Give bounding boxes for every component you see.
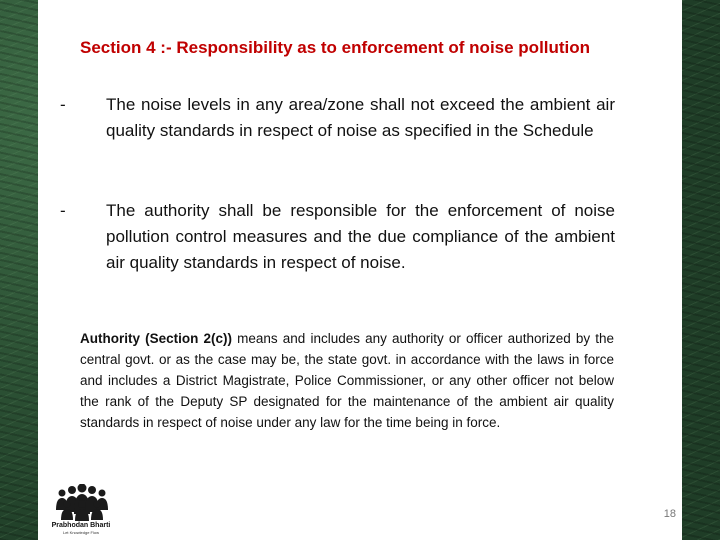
organization-logo [50, 484, 112, 538]
logo-name: Prabhodan Bharti [51, 522, 111, 529]
slide-content [38, 0, 682, 540]
authority-definition [80, 328, 614, 433]
slide-heading: Section 4 :- Responsibility as to enforcement of noise pollution [80, 38, 591, 57]
bullet-text: The authority shall be responsible for the enforcement of noise pollution control measures and the due compliance of the ambient air quality standards in respect of noise. [106, 201, 615, 272]
people-group-icon [50, 484, 112, 522]
page-number: 18 [663, 508, 676, 520]
bullet-dash: - [60, 95, 66, 114]
definition-term: Authority (Section 2(c)) [80, 331, 233, 346]
bullet-dash: - [60, 201, 66, 220]
logo-tagline: Let Knowledge Flow [62, 530, 100, 535]
bullet-item [60, 92, 615, 144]
bullet-item [60, 198, 615, 276]
bullet-text: The noise levels in any area/zone shall not exceed the ambient air quality standards in respect of noise as specified in the Schedule [106, 95, 615, 140]
definition-text: means and includes any authority or officer authorized by the central govt. or as the case may be, the state govt. in accordance with the laws in force and includes a District Magistrate, Police Commissioner, or any other officer not below the rank of the Deputy SP designated for the maintenance of the ambient air quality standards in respect of noise under any law for the time being in force. [80, 331, 614, 430]
